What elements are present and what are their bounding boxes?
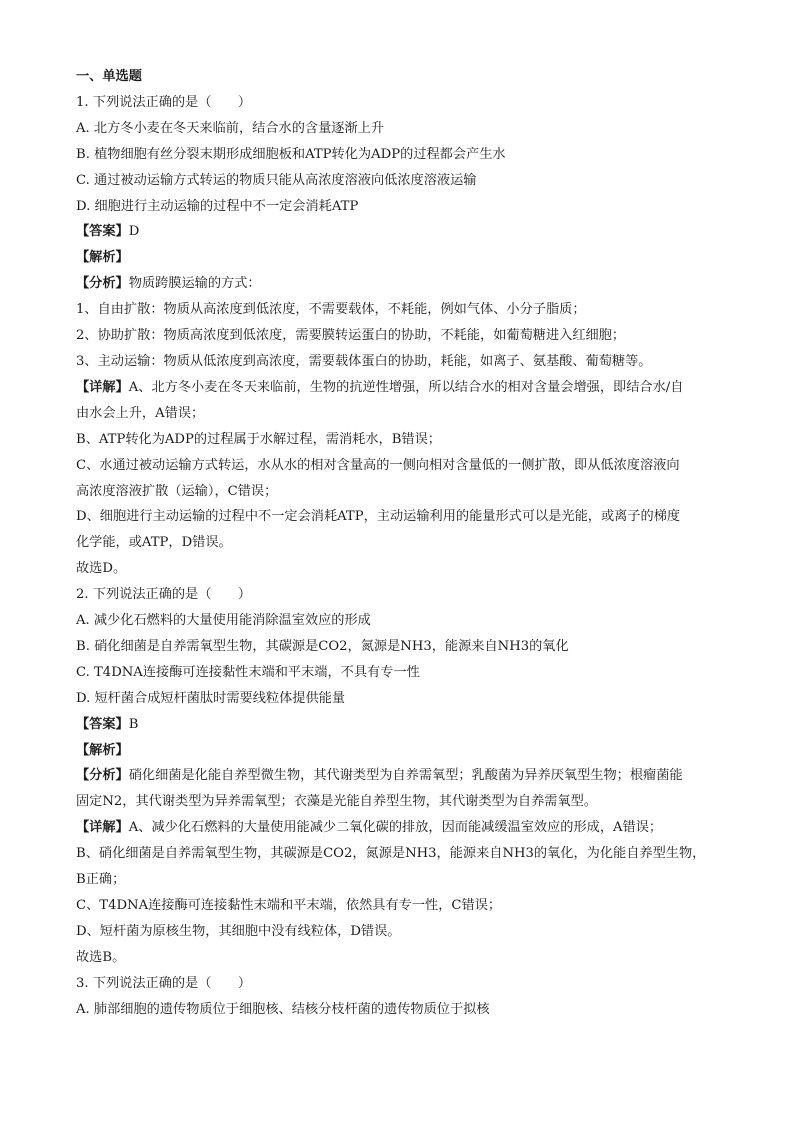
text-line bbox=[76, 997, 736, 1023]
section-tag: 【分析】 bbox=[76, 768, 129, 784]
line-text: B. 硝化细菌是自养需氧型生物，其碳源是CO2，氮源是NH3，能源来自NH3的氧化 bbox=[76, 638, 569, 654]
text-line bbox=[76, 142, 736, 168]
text-line bbox=[76, 530, 736, 556]
section-tag: 【解析】 bbox=[76, 742, 129, 758]
line-text: 2、协助扩散：物质高浓度到低浓度，需要膜转运蛋白的协助，不耗能，如葡萄糖进入红细胞； bbox=[76, 328, 626, 344]
line-text: D、细胞进行主动运输的过程中不一定会消耗ATP，主动运输利用的能量形式可以是光能，或离子的梯度 bbox=[76, 509, 681, 525]
line-text: 硝化细菌是化能自养型微生物，其代谢类型为自养需氧型；乳酸菌为异养厌氧型生物；根瘤菌能 bbox=[128, 768, 683, 784]
text-line bbox=[76, 660, 736, 686]
text-line bbox=[76, 271, 736, 297]
text-line bbox=[76, 479, 736, 505]
line-text: B、ATP转化为ADP的过程属于水解过程，需消耗水，B错误； bbox=[76, 431, 441, 447]
line-text: B bbox=[128, 716, 139, 732]
line-text: 故选B。 bbox=[76, 949, 126, 965]
text-line bbox=[76, 375, 736, 401]
section-tag: 【详解】 bbox=[76, 379, 129, 395]
section-tag: 【详解】 bbox=[76, 820, 129, 836]
text-line bbox=[76, 738, 736, 764]
line-text: A、北方冬小麦在冬天来临前，生物的抗逆性增强，所以结合水的相对含量会增强，即结合水/自 bbox=[128, 379, 684, 395]
text-line bbox=[76, 401, 736, 427]
text-line bbox=[76, 556, 736, 582]
line-text: D. 细胞进行主动运输的过程中不一定会消耗ATP bbox=[76, 198, 359, 214]
section-tag: 【解析】 bbox=[76, 250, 129, 266]
line-text: 化学能，或ATP，D错误。 bbox=[76, 535, 232, 551]
line-text: 2. 下列说法正确的是（ ） bbox=[76, 587, 252, 603]
section-tag: 【答案】 bbox=[76, 716, 129, 732]
line-text: B正确； bbox=[76, 872, 126, 888]
text-line bbox=[76, 919, 736, 945]
text-line bbox=[76, 945, 736, 971]
text-line bbox=[76, 349, 736, 375]
line-text: A. 肺部细胞的遗传物质位于细胞核、结核分枝杆菌的遗传物质位于拟核 bbox=[76, 1001, 490, 1017]
line-text: 故选D。 bbox=[76, 561, 127, 577]
line-text: 1. 下列说法正确的是（ ） bbox=[76, 94, 252, 110]
line-text: C. 通过被动运输方式转运的物质只能从高浓度溶液向低浓度溶液运输 bbox=[76, 172, 477, 188]
text-line bbox=[76, 90, 736, 116]
line-text: C. T4DNA连接酶可连接黏性末端和平末端，不具有专一性 bbox=[76, 664, 420, 680]
line-text: 由水会上升，A错误； bbox=[76, 405, 205, 421]
line-text: A. 北方冬小麦在冬天来临前，结合水的含量逐渐上升 bbox=[76, 120, 385, 136]
line-text: 1、自由扩散：物质从高浓度到低浓度，不需要载体，不耗能，例如气体、小分子脂质； bbox=[76, 302, 586, 318]
content-lines bbox=[76, 90, 736, 1023]
text-line bbox=[76, 789, 736, 815]
line-text: D、短杆菌为原核生物，其细胞中没有线粒体，D错误。 bbox=[76, 923, 401, 939]
line-text: A、减少化石燃料的大量使用能减少二氧化碳的排放，因而能减缓温室效应的形成，A错误； bbox=[128, 820, 663, 836]
section-tag: 【答案】 bbox=[76, 224, 129, 240]
line-text: 3、主动运输：物质从低浓度到高浓度，需要载体蛋白的协助，耗能，如离子、氨基酸、葡萄糖等。 bbox=[76, 353, 652, 369]
text-line bbox=[76, 634, 736, 660]
line-text: 3. 下列说法正确的是（ ） bbox=[76, 975, 252, 991]
line-text: D bbox=[128, 224, 140, 240]
document-body bbox=[76, 64, 736, 1023]
text-line bbox=[76, 427, 736, 453]
text-line bbox=[76, 504, 736, 530]
line-text: B. 植物细胞有丝分裂末期形成细胞板和ATP转化为ADP的过程都会产生水 bbox=[76, 146, 506, 162]
text-line bbox=[76, 763, 736, 789]
text-line bbox=[76, 219, 736, 245]
text-line bbox=[76, 116, 736, 142]
text-line bbox=[76, 841, 736, 867]
text-line bbox=[76, 168, 736, 194]
text-line bbox=[76, 297, 736, 323]
line-text: 高浓度溶液扩散（运输），C错误； bbox=[76, 483, 278, 499]
line-text: 物质跨膜运输的方式： bbox=[128, 276, 261, 292]
text-line bbox=[76, 323, 736, 349]
line-text: C、水通过被动运输方式转运，水从水的相对含量高的一侧向相对含量低的一侧扩散，即从低浓度溶液向 bbox=[76, 457, 680, 473]
text-line bbox=[76, 867, 736, 893]
text-line bbox=[76, 194, 736, 220]
text-line bbox=[76, 971, 736, 997]
text-line bbox=[76, 712, 736, 738]
text-line bbox=[76, 608, 736, 634]
line-text: C、T4DNA连接酶可连接黏性末端和平末端，依然具有专一性，C错误； bbox=[76, 898, 502, 913]
text-line bbox=[76, 893, 736, 919]
line-text: 固定N2，其代谢类型为异养需氧型；衣藻是光能自养型生物，其代谢类型为自养需氧型。 bbox=[76, 794, 598, 810]
text-line bbox=[76, 582, 736, 608]
line-text: D. 短杆菌合成短杆菌肽时需要线粒体提供能量 bbox=[76, 690, 346, 706]
text-line bbox=[76, 245, 736, 271]
text-line bbox=[76, 453, 736, 479]
text-line bbox=[76, 815, 736, 841]
text-line bbox=[76, 686, 736, 712]
section-title: 一、单选题 bbox=[76, 69, 142, 84]
section-tag: 【分析】 bbox=[76, 276, 129, 292]
line-text: A. 减少化石燃料的大量使用能消除温室效应的形成 bbox=[76, 613, 371, 629]
line-text: B、硝化细菌是自养需氧型生物，其碳源是CO2，氮源是NH3，能源来自NH3的氧化，为化能自养型生物， bbox=[76, 846, 706, 862]
